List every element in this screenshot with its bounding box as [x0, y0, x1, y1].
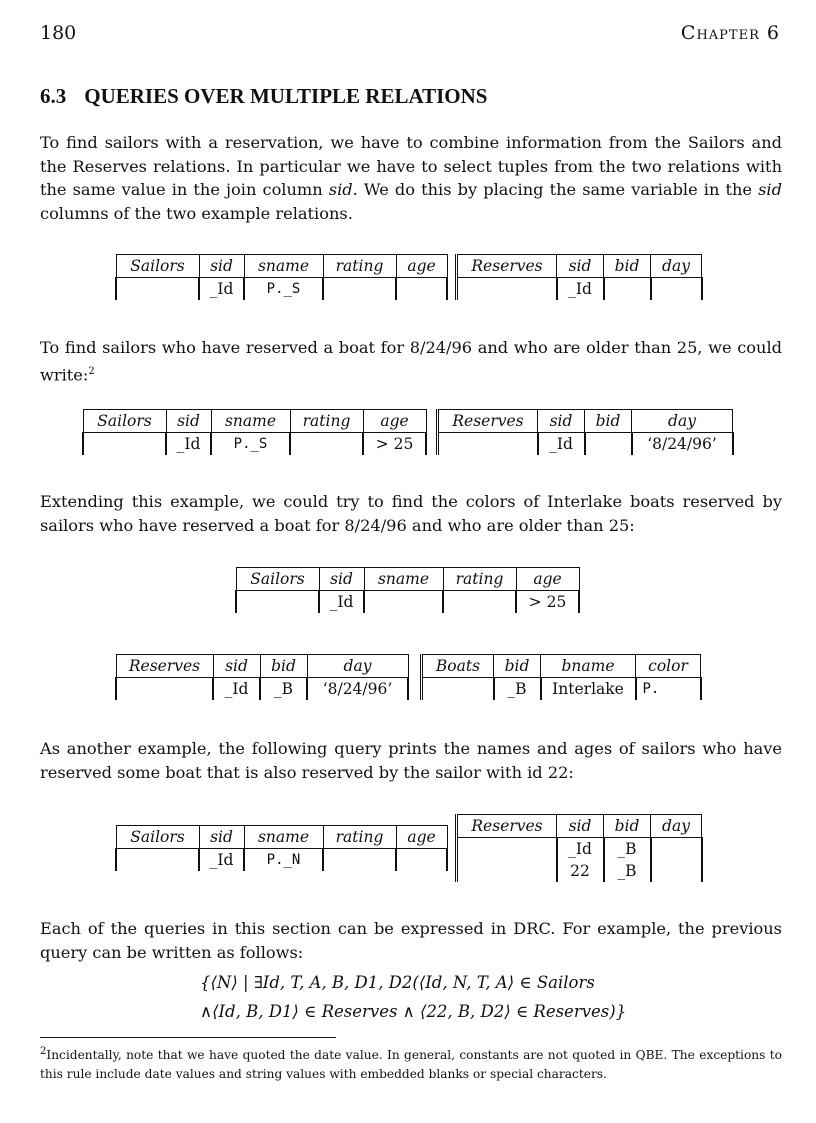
page-number: 180 [40, 22, 77, 44]
q4-reserves-table: Reserves sid bid day _Id _B 22 _B [455, 814, 703, 882]
footnote: $^2$Incidentally, note that we have quoted the date value. In general, constants are not quoted in QBE. The exceptions to this rule include date values and string values with embedded blanks or special characters. [40, 1046, 782, 1082]
formula-line-1: {⟨N⟩ | ∃Id, T, A, B, D1, D2(⟨Id, N, T, A⟩ ∈ Sailors [200, 973, 595, 992]
q4-sailors-table: Sailors sid sname rating age _Id P._N [115, 825, 448, 871]
section-heading: QUERIES OVER MULTIPLE RELATIONS [84, 84, 488, 108]
formula-line-2: ∧⟨Id, B, D1⟩ ∈ Reserves ∧ ⟨22, B, D2⟩ ∈ Reserves)} [200, 1002, 627, 1021]
q1-reserves-table: Reserves sid bid day _Id [455, 254, 703, 300]
q2-reserves-table: Reserves sid bid day _Id ‘8/24/96’ [436, 409, 734, 455]
q2-sailors-table: Sailors sid sname rating age _Id P._S > 25 [82, 409, 427, 455]
footnote-rule [40, 1037, 336, 1038]
section-number: 6.3 [40, 84, 67, 108]
q1-sailors-table: Sailors sid sname rating age _Id P._S [115, 254, 448, 300]
chapter-label: Chapter 6 [680, 22, 780, 44]
paragraph-1: To find sailors with a reservation, we have to combine information from the Sailors and the Reserves relations. In particular we have to select tuples from the two relations with the same value in the join column sid. We do this by placing the same variable in the sid columns of the two example relations. [40, 133, 782, 223]
paragraph-2: To find sailors who have reserved a boat for 8/24/96 and who are older than 25, we could write:$^2$ [40, 338, 782, 384]
q3-reserves-table: Reserves sid bid day _Id _B ‘8/24/96’ [115, 654, 409, 700]
section-title [40, 84, 487, 109]
paragraph-5: Each of the queries in this section can be expressed in DRC. For example, the previous query can be written as follows: [40, 919, 782, 962]
paragraph-4: As another example, the following query prints the names and ages of sailors who have reserved some boat that is also reserved by the sailor with id 22: [40, 739, 782, 782]
paragraph-3: Extending this example, we could try to find the colors of Interlake boats reserved by sailors who have reserved a boat for 8/24/96 and who are older than 25: [40, 492, 782, 535]
q3-boats-table: Boats bid bname color _B Interlake P. [420, 654, 702, 700]
q3-sailors-table: Sailors sid sname rating age _Id > 25 [235, 567, 580, 613]
